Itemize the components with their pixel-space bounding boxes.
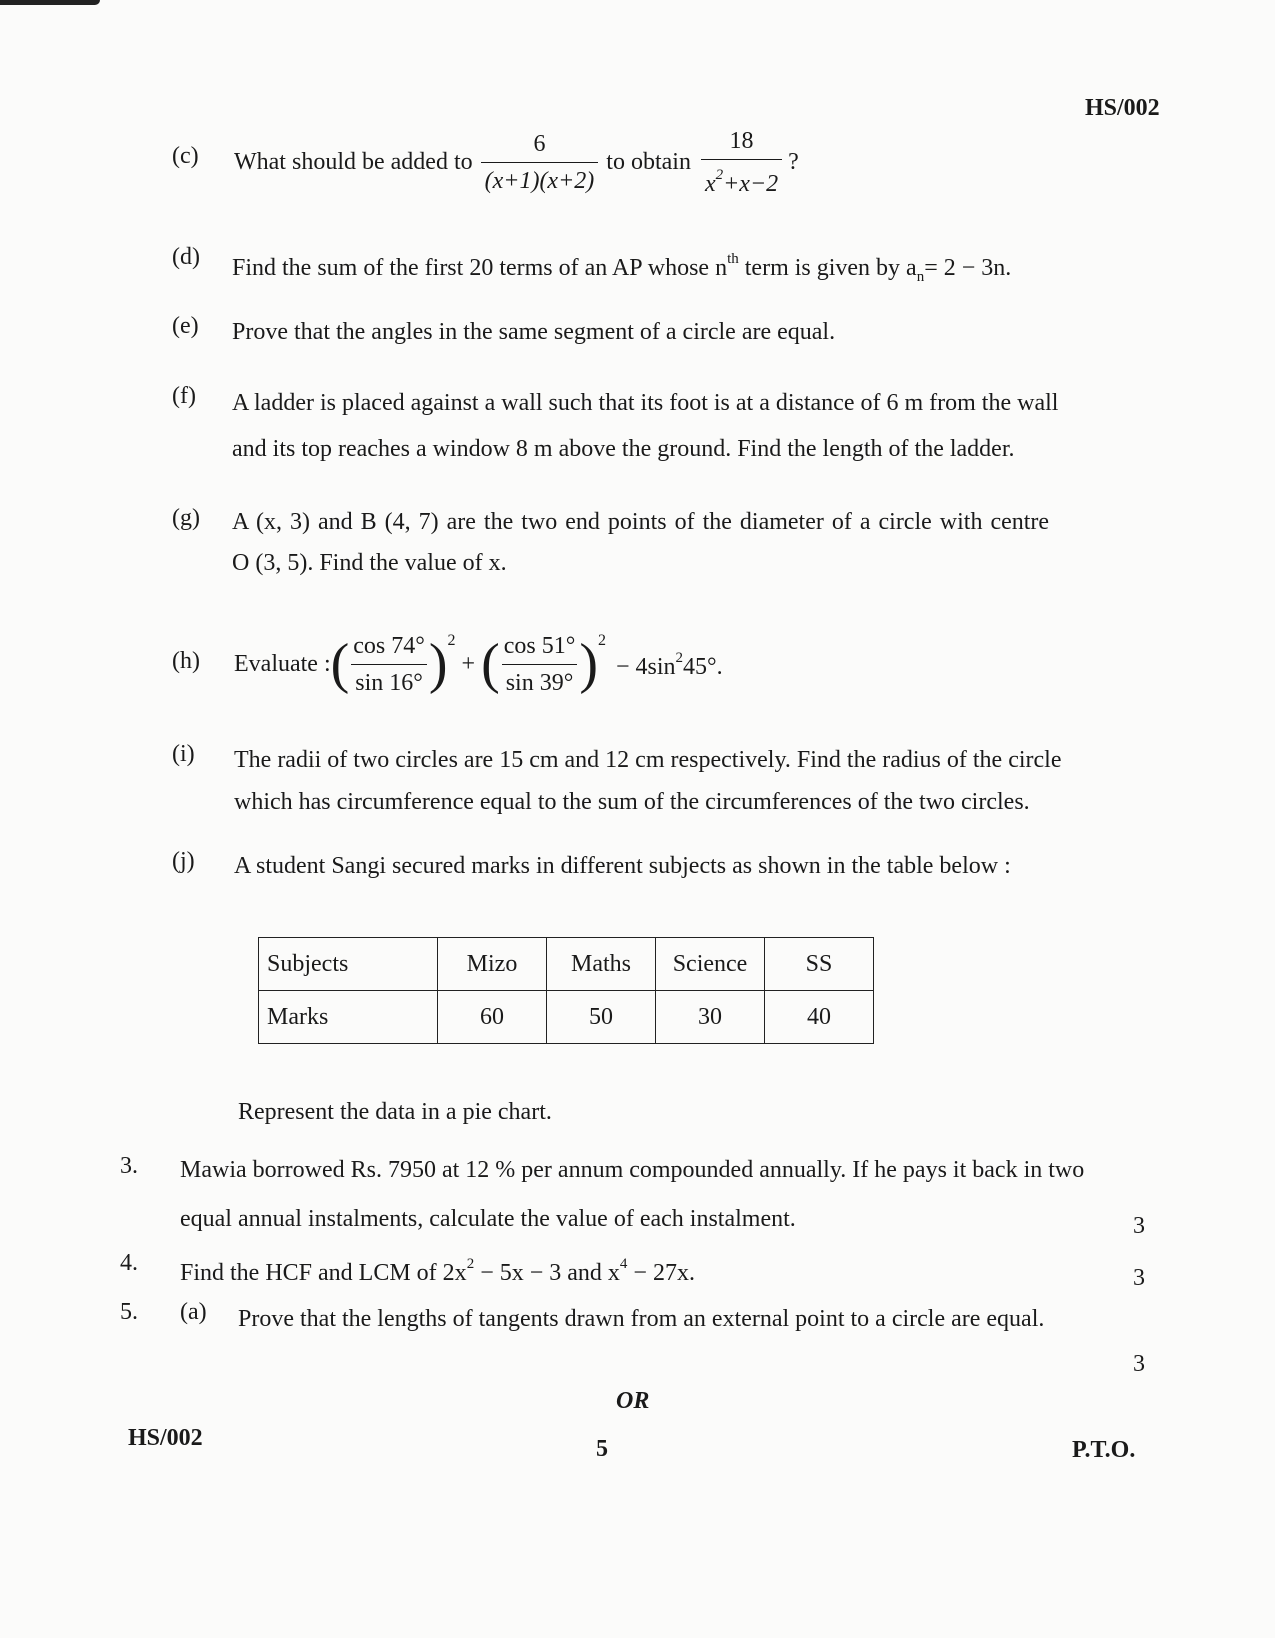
question-4-marks: 3 bbox=[1133, 1265, 1145, 1291]
question-e-label: (e) bbox=[172, 313, 199, 339]
question-f-label: (f) bbox=[172, 383, 196, 409]
term1-exponent: 2 bbox=[447, 632, 456, 649]
or-separator: OR bbox=[616, 1388, 650, 1414]
question-d-label: (d) bbox=[172, 244, 200, 270]
marks-table bbox=[258, 937, 874, 1044]
question-d-text: Find the sum of the first 20 terms of an AP whose $n^{th}$ term is given by $a_n= 2 - 3n$. bbox=[232, 251, 1012, 285]
tail-term: − $4\sin^245^\circ$. bbox=[615, 650, 723, 680]
fraction1-denominator: (x+1)(x+2) bbox=[481, 162, 599, 196]
question-3-marks: 3 bbox=[1133, 1213, 1145, 1239]
table-cell: SS bbox=[765, 938, 874, 991]
table-cell: 30 bbox=[656, 991, 765, 1044]
question-f-line1: A ladder is placed against a wall such that its foot is at a distance of 6 m from the wall bbox=[232, 390, 1059, 416]
question-4-text: Find the HCF and LCM of $2x^2 - 5x - 3$ and $x^4 - 27x$. bbox=[180, 1256, 695, 1286]
table-row bbox=[259, 938, 874, 991]
table-cell: Subjects bbox=[259, 938, 438, 991]
fraction2-numerator: 18 bbox=[729, 127, 754, 154]
question-3-number: 3. bbox=[120, 1153, 138, 1179]
fraction2-denominator: $x^2+x-2$ bbox=[701, 159, 782, 199]
pto-label: P.T.O. bbox=[1072, 1437, 1136, 1463]
question-j-label: (j) bbox=[172, 848, 195, 874]
table-cell: 60 bbox=[438, 991, 547, 1044]
question-j-text: A student Sangi secured marks in different subjects as shown in the table below : bbox=[234, 853, 1011, 879]
question-c-fraction2 bbox=[701, 126, 782, 199]
question-i-line1: The radii of two circles are 15 cm and 12 cm respectively. Find the radius of the circle bbox=[234, 747, 1062, 773]
question-f-line2: and its top reaches a window 8 m above the ground. Find the length of the ladder. bbox=[232, 436, 1015, 462]
question-3-line2: equal annual instalments, calculate the value of each instalment. bbox=[180, 1206, 796, 1232]
scan-edge-mark bbox=[0, 0, 100, 5]
table-cell: Marks bbox=[259, 991, 438, 1044]
question-h-expression: Evaluate : ( $\frac{\cos 74^\circ}{\sin 16^\circ}$ ) 2 + ( $\frac{\cos 51^\circ}{\sin 39^\circ}$ ) 2 − $4\sin^245^\circ$. bbox=[234, 624, 723, 704]
question-j-after: Represent the data in a pie chart. bbox=[238, 1099, 552, 1125]
question-5a-label: (a) bbox=[180, 1299, 207, 1325]
question-5-marks: 3 bbox=[1133, 1351, 1145, 1377]
question-c-text1: What should be added to bbox=[234, 149, 473, 175]
table-cell: 40 bbox=[765, 991, 874, 1044]
table-row bbox=[259, 991, 874, 1044]
question-c bbox=[234, 127, 799, 197]
table-cell: Maths bbox=[547, 938, 656, 991]
fraction1-numerator: 6 bbox=[533, 130, 546, 157]
question-g-label: (g) bbox=[172, 505, 200, 531]
question-c-label: (c) bbox=[172, 143, 199, 169]
table-cell: Mizo bbox=[438, 938, 547, 991]
page-number: 5 bbox=[596, 1436, 608, 1462]
question-c-text2: to obtain bbox=[606, 149, 691, 175]
term1-fraction: $\frac{\cos 74^\circ}{\sin 16^\circ}$ bbox=[349, 631, 429, 698]
plus-sign: + bbox=[461, 651, 476, 677]
question-h-label: (h) bbox=[172, 648, 200, 674]
question-e-text: Prove that the angles in the same segment of a circle are equal. bbox=[232, 319, 836, 345]
header-paper-code: HS/002 bbox=[1085, 95, 1160, 121]
question-i-label: (i) bbox=[172, 741, 195, 767]
footer-paper-code: HS/002 bbox=[128, 1425, 203, 1451]
evaluate-label: Evaluate : bbox=[234, 651, 331, 677]
question-c-qmark: ? bbox=[788, 149, 799, 175]
question-5-number: 5. bbox=[120, 1299, 138, 1325]
question-g-line2: O (3, 5). Find the value of x. bbox=[232, 550, 507, 576]
question-i-line2: which has circumference equal to the sum of the circumferences of the two circles. bbox=[234, 789, 1030, 815]
question-4-number: 4. bbox=[120, 1250, 138, 1276]
question-g-line1: A (x, 3) and B (4, 7) are the two end points of the diameter of a circle with centre bbox=[232, 509, 1050, 535]
term2-exponent: 2 bbox=[597, 632, 606, 649]
term2-fraction: $\frac{\cos 51^\circ}{\sin 39^\circ}$ bbox=[500, 631, 580, 698]
question-3-line1: Mawia borrowed Rs. 7950 at 12 % per annum compounded annually. If he pays it back in two bbox=[180, 1157, 1085, 1183]
question-c-fraction1 bbox=[481, 129, 599, 196]
question-5a-text: Prove that the lengths of tangents drawn from an external point to a circle are equal. bbox=[238, 1306, 1045, 1332]
table-cell: Science bbox=[656, 938, 765, 991]
table-cell: 50 bbox=[547, 991, 656, 1044]
